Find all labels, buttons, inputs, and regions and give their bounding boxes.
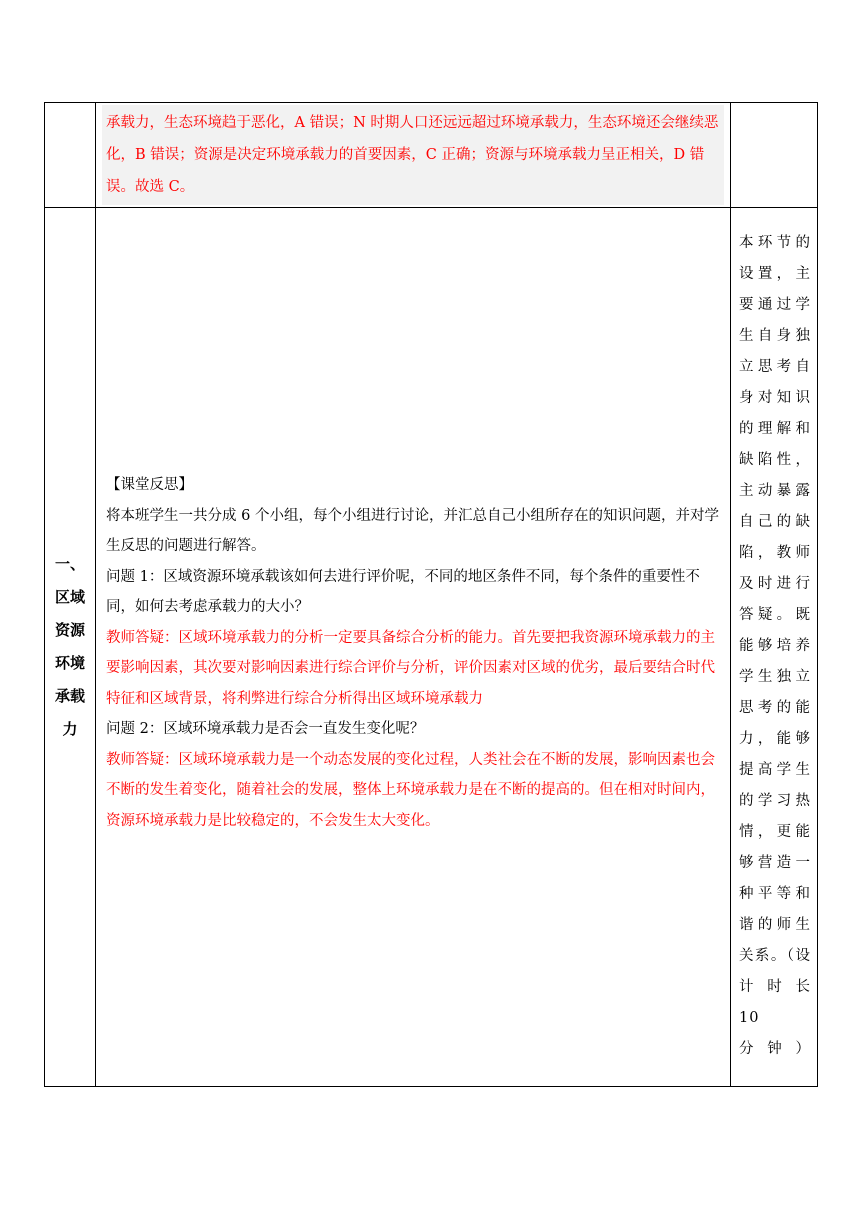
note-line: 的理解和 <box>739 421 811 437</box>
note-line: 思考的能 <box>739 700 811 716</box>
section-label <box>45 548 95 746</box>
question-1: 问题 1：区域资源环境承载该如何去进行评价呢，不同的地区条件不同，每个条件的重要性不同，如何去考虑承载力的大小？ <box>106 568 700 615</box>
note-line: 主动暴露 <box>739 483 811 499</box>
note-line: 情，更能 <box>739 824 811 840</box>
answer-2: 教师答疑：区域环境承载力是一个动态发展的变化过程，人类社会在不断的发展，影响因素也会不断的发生着变化，随着社会的发展，整体上环境承载力是在不断的提高的。但在相对时间内，资源环境承载力是比较稳定的，不会发生太大变化。 <box>106 751 715 829</box>
note-line: 本环节的 <box>739 235 811 251</box>
reflection-content <box>96 470 730 836</box>
note-line: 分钟） <box>739 1041 811 1057</box>
design-note-cell <box>731 208 818 1087</box>
section-label-line: 环境 <box>54 654 85 672</box>
note-line: 关系。（设 <box>739 948 811 964</box>
note-line: 的学习热 <box>739 793 811 809</box>
note-line: 种平等和 <box>739 886 811 902</box>
table-row <box>45 208 818 1087</box>
section-label-line: 资源 <box>54 621 85 639</box>
reflection-content-cell <box>96 208 731 1087</box>
note-line: 提高学生 <box>739 762 811 778</box>
note-line: 生自身独 <box>739 328 811 344</box>
note-line: 力，能够 <box>739 731 811 747</box>
note-line: 计时长 10 <box>739 979 811 1026</box>
answer-1: 教师答疑：区域环境承载力的分析一定要具备综合分析的能力。首先要把我资源环境承载力的主要影响因素，其次要对影响因素进行综合评价与分析，评价因素对区域的优劣，最后要结合时代特征和区域背景，将利弊进行综合分析得出区域环境承载力 <box>106 629 715 707</box>
note-line: 身对知识 <box>739 390 811 406</box>
note-line: 学生独立 <box>739 669 811 685</box>
note-line: 答疑。既 <box>739 607 811 623</box>
reflection-intro: 将本班学生一共分成 6 个小组，每个小组进行讨论，并汇总自己小组所存在的知识问题，并对学生反思的问题进行解答。 <box>106 507 719 554</box>
note-line: 能够培养 <box>739 638 811 654</box>
design-note <box>731 225 817 1069</box>
lesson-table <box>44 102 818 1087</box>
answer-explanation-cell <box>96 103 731 208</box>
section-label-line: 承载 <box>54 687 85 705</box>
note-line: 陷，教师 <box>739 545 811 561</box>
section-label-line: 区域 <box>54 588 85 606</box>
note-line: 自己的缺 <box>739 514 811 530</box>
section-cell-empty <box>45 103 96 208</box>
note-line: 立思考自 <box>739 359 811 375</box>
table-row <box>45 103 818 208</box>
note-line: 及时进行 <box>739 576 811 592</box>
section-label-line: 一、 <box>54 555 85 573</box>
note-line: 要通过学 <box>739 297 811 313</box>
section-label-cell <box>45 208 96 1087</box>
note-line: 设置，主 <box>739 266 811 282</box>
answer-explanation: 承载力，生态环境趋于恶化，A 错误；N 时期人口还远远超过环境承载力，生态环境还会继续恶化，B 错误；资源是决定环境承载力的首要因素，C 正确；资源与环境承载力呈正相关，D 错误。故选 C。 <box>102 105 724 205</box>
question-2: 问题 2：区域环境承载力是否会一直发生变化呢？ <box>106 721 425 737</box>
note-cell-empty <box>731 103 818 208</box>
note-line: 谐的师生 <box>739 917 811 933</box>
note-line: 够营造一 <box>739 855 811 871</box>
section-label-line: 力 <box>62 720 78 738</box>
reflection-heading: 【课堂反思】 <box>106 477 193 493</box>
note-line: 缺陷性， <box>739 452 811 468</box>
